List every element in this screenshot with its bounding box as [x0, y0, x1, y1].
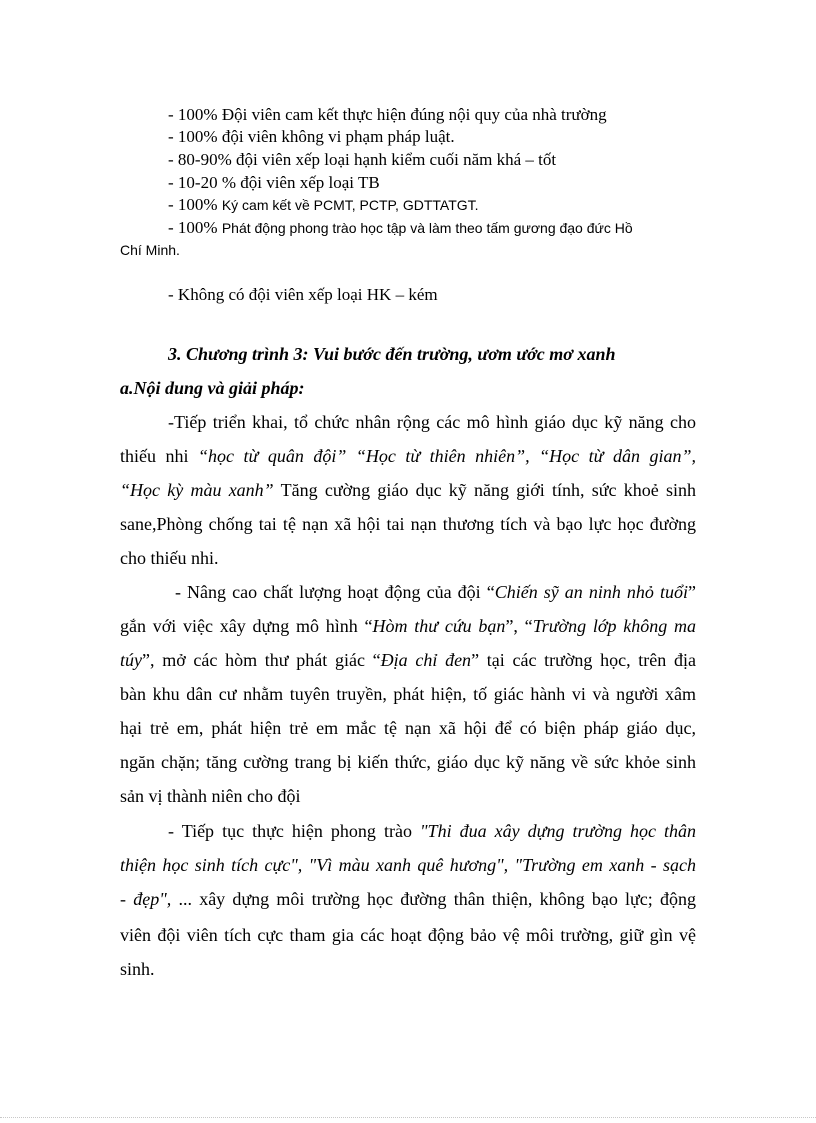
- paragraph-2-line-3: túy”, mở các hòm thư phát giác “Địa chỉ đen” tại các trường học, trên địa: [120, 650, 696, 670]
- goal-item-2: - 100% đội viên không vi phạm pháp luật.: [168, 127, 455, 146]
- paragraph-2-line-7: sản vị thành niên cho đội: [120, 786, 301, 806]
- paragraph-3-line-5: sinh.: [120, 959, 155, 979]
- emphasis-program-names: “học từ quân đội” “Học từ thiên nhiên”, “Học từ dân gian”,: [198, 446, 696, 466]
- emphasis-campaign-name: "Thi đua xây dựng trường học thân: [420, 821, 697, 841]
- goal-item-4: - 10-20 % đội viên xếp loại TB: [168, 173, 380, 192]
- goal-item-5-text: Ký cam kết về PCMT, PCTP, GDTTATGT.: [221, 197, 479, 213]
- emphasis-rescue-mailbox: Hòm thư cứu bạn: [372, 616, 506, 636]
- paragraph-2-line-2: gắn với việc xây dựng mô hình “Hòm thư cứu bạn”, “Trường lớp không ma: [120, 616, 697, 636]
- emphasis-campaign-names: thiện học sinh tích cực", "Vì màu xanh quê hương", "Trường em xanh - sạch: [120, 855, 696, 875]
- goal-item-6-continued: Chí Minh.: [120, 242, 180, 258]
- paragraph-3-line-3: - đẹp", ... xây dựng môi trường học đường thân thiện, không bạo lực; động: [120, 889, 697, 909]
- paragraph-1-line-5: cho thiếu nhi.: [120, 548, 219, 568]
- page-bottom-border: [0, 1117, 816, 1118]
- goal-item-6-text: Phát động phong trào học tập và làm theo tấm gương đạo đức Hồ: [221, 220, 633, 236]
- paragraph-3-line-1: - Tiếp tục thực hiện phong trào "Thi đua xây dựng trường học thân: [168, 821, 697, 841]
- paragraph-1-line-1: -Tiếp triển khai, tổ chức nhân rộng các mô hình giáo dục kỹ năng cho: [168, 412, 696, 432]
- goal-item-5: [168, 196, 479, 213]
- paragraph-2-line-6: ngăn chặn; tăng cường trang bị kiến thức, giáo dục kỹ năng về sức khỏe sinh: [120, 752, 696, 772]
- goal-item-3: - 80-90% đội viên xếp loại hạnh kiểm cuối năm khá – tốt: [168, 150, 557, 169]
- goal-item-1: - 100% Đội viên cam kết thực hiện đúng nội quy của nhà trường: [168, 105, 607, 124]
- goal-item-6: [168, 219, 696, 236]
- paragraph-1-line-2: thiếu nhi “học từ quân đội” “Học từ thiên nhiên”, “Học từ dân gian”,: [120, 446, 696, 466]
- emphasis-security-soldiers: Chiến sỹ an ninh nhỏ tuổi: [494, 582, 688, 602]
- goal-item-6-percent: - 100%: [168, 218, 218, 237]
- goal-item-5-percent: - 100%: [168, 195, 218, 214]
- program-3-title: 3. Chương trình 3: Vui bước đến trường, ươm ước mơ xanh: [168, 344, 616, 364]
- paragraph-2-line-1: - Nâng cao chất lượng hoạt động của đội “Chiến sỹ an ninh nhỏ tuổi”: [175, 582, 696, 602]
- paragraph-1-line-3: “Học kỳ màu xanh” Tăng cường giáo dục kỹ năng giới tính, sức khoẻ sinh: [120, 480, 696, 500]
- paragraph-3-line-2: [120, 856, 696, 874]
- paragraph-2-line-4: bàn khu dân cư nhằm tuyên truyền, phát hiện, tố giác hành vi và người xâm: [120, 684, 696, 704]
- paragraph-3-line-4: viên đội viên tích cực tham gia các hoạt động bảo vệ môi trường, giữ gìn vệ: [120, 925, 696, 945]
- emphasis-drug-free-school: Trường lớp không ma: [532, 616, 697, 636]
- emphasis-green-semester: “Học kỳ màu xanh”: [120, 480, 274, 500]
- goal-item-7: - Không có đội viên xếp loại HK – kém: [168, 285, 438, 304]
- content-solution-heading: a.Nội dung và giải pháp:: [120, 378, 305, 398]
- emphasis-black-address: Địa chỉ đen: [380, 650, 472, 670]
- paragraph-1-line-4: sane,Phòng chống tai tệ nạn xã hội tai nạn thương tích và bạo lực học đường: [120, 514, 696, 534]
- paragraph-2-line-5: hại trẻ em, phát hiện trẻ em mắc tệ nạn xã hội để có biện pháp giáo dục,: [120, 718, 696, 738]
